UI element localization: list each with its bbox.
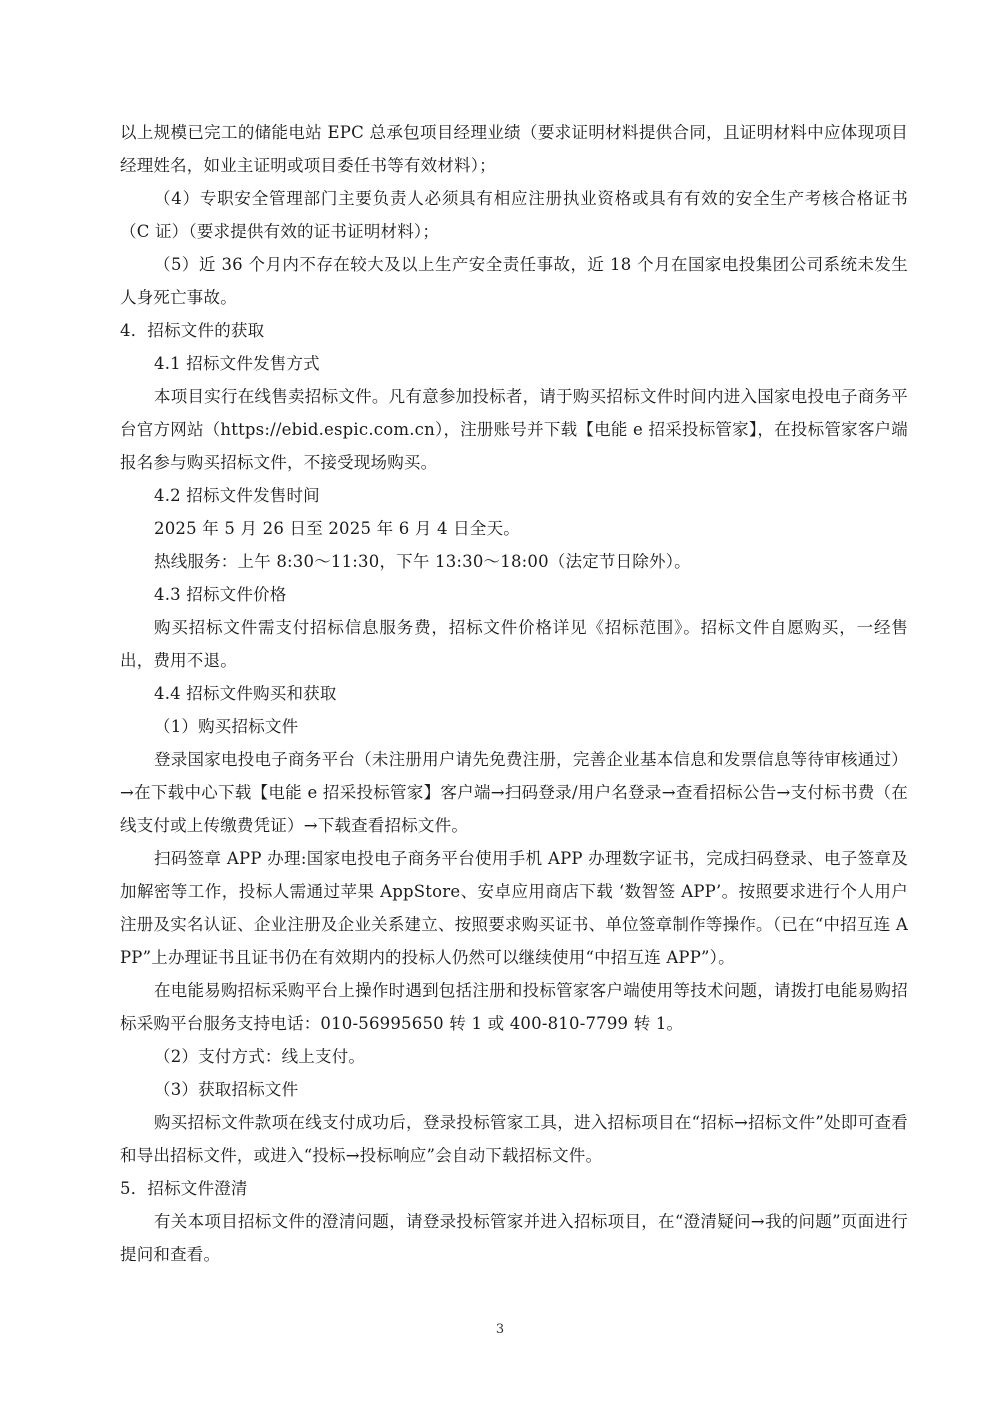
heading-section-4: 4．招标文件的获取 (120, 321, 265, 340)
subheading-payment: （2）支付方式：线上支付。 (154, 1047, 366, 1066)
paragraph-hotline: 热线服务：上午 8:30～11:30，下午 13:30～18:00（法定节日除外）。 (154, 552, 691, 571)
paragraph-item-4: （4）专职安全管理部门主要负责人必须具有相应注册执业资格或具有有效的安全生产考核合格证书（C 证）（要求提供有效的证书证明材料）； (120, 189, 908, 241)
paragraph-clarification: 有关本项目招标文件的澄清问题，请登录投标管家并进入招标项目，在“澄清疑问→我的问题”页面进行提问和查看。 (120, 1212, 908, 1264)
paragraph-price: 购买招标文件需支付招标信息服务费，招标文件价格详见《招标范围》。招标文件自愿购买，一经售出，费用不退。 (120, 618, 908, 670)
paragraph-continuation: 以上规模已完工的储能电站 EPC 总承包项目经理业绩（要求证明材料提供合同，且证明材料中应体现项目经理姓名，如业主证明或项目委任书等有效材料）； (120, 123, 908, 175)
document-body (120, 116, 908, 1271)
subheading-purchase: （1）购买招标文件 (154, 717, 299, 736)
paragraph-sale-dates: 2025 年 5 月 26 日至 2025 年 6 月 4 日全天。 (154, 519, 520, 538)
paragraph-obtain-steps: 购买招标文件款项在线支付成功后，登录投标管家工具，进入招标项目在“招标→招标文件”处即可查看和导出招标文件，或进入“投标→投标响应”会自动下载招标文件。 (120, 1113, 908, 1165)
paragraph-sale-method: 本项目实行在线售卖招标文件。凡有意参加投标者，请于购买招标文件时间内进入国家电投电子商务平台官方网站（https://ebid.espic.com.cn），注册账号并下载【电能 e 招采投标管家】，在投标管家客户端报名参与购买招标文件，不接受现场购买。 (120, 387, 908, 472)
paragraph-item-5: （5）近 36 个月内不存在较大及以上生产安全责任事故，近 18 个月在国家电投集团公司系统未发生人身死亡事故。 (120, 255, 908, 307)
heading-4-4: 4.4 招标文件购买和获取 (154, 684, 337, 703)
heading-4-3: 4.3 招标文件价格 (154, 585, 287, 604)
subheading-obtain: （3）获取招标文件 (154, 1080, 299, 1099)
paragraph-app-signing: 扫码签章 APP 办理:国家电投电子商务平台使用手机 APP 办理数字证书，完成扫码登录、电子签章及加解密等工作，投标人需通过苹果 AppStore、安卓应用商店下载 ‘数智签 APP’。按照要求进行个人用户注册及实名认证、企业注册及企业关系建立、按照要求购买证书、单位签章制作等操作。（已在“中招互连 APP”上办理证书且证书仍在有效期内的投标人仍然可以继续使用“中招互连 APP”）。 (120, 849, 908, 967)
paragraph-purchase-steps: 登录国家电投电子商务平台（未注册用户请先免费注册，完善企业基本信息和发票信息等待审核通过）→在下载中心下载【电能 e 招采投标管家】客户端→扫码登录/用户名登录→查看招标公告→支付标书费（在线支付或上传缴费凭证）→下载查看招标文件。 (120, 750, 908, 835)
heading-4-1: 4.1 招标文件发售方式 (154, 354, 320, 373)
page-number: 3 (495, 1322, 505, 1337)
paragraph-support-phone: 在电能易购招标采购平台上操作时遇到包括注册和投标管家客户端使用等技术问题，请拨打电能易购招标采购平台服务支持电话：010-56995650 转 1 或 400-810-7799 转 1。 (120, 981, 908, 1033)
heading-4-2: 4.2 招标文件发售时间 (154, 486, 320, 505)
heading-section-5: 5．招标文件澄清 (120, 1179, 248, 1198)
